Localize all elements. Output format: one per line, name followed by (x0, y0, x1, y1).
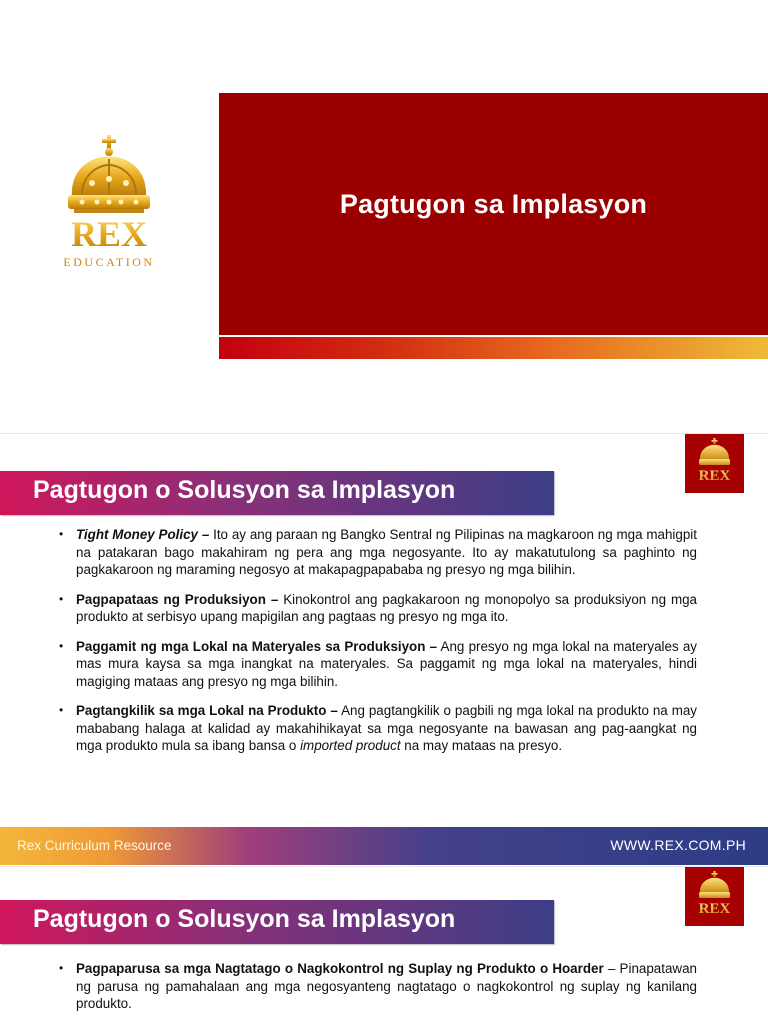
rex-logo-small (685, 434, 744, 493)
title-slide (0, 0, 768, 432)
svg-text:EDUCATION: EDUCATION (63, 255, 155, 269)
crown-icon (685, 434, 744, 493)
bullet-dot-icon: • (59, 703, 64, 717)
footer-label: Rex Curriculum Resource (17, 838, 172, 853)
list-item (59, 702, 697, 755)
content-slide-2 (0, 866, 768, 1025)
bullet-dot-icon: • (59, 961, 64, 975)
list-item (59, 960, 697, 1013)
svg-text:REX: REX (70, 214, 148, 254)
section-heading: Pagtugon o Solusyon sa Implasyon (33, 476, 456, 504)
bullet-dot-icon: • (59, 591, 64, 606)
bullet-term: Tight Money Policy – (76, 527, 210, 542)
bullet-dot-icon: • (59, 527, 64, 541)
crown-icon (52, 135, 166, 270)
svg-text:REX: REX (698, 901, 731, 917)
bullet-text: Kinokontrol ang pagkakaroon ng monopolyo sa produksiyon ng mga produkto at serbisyo upang mapigilan ang pagtaas ng presyo ng mga ito. (76, 591, 697, 624)
svg-text:REX: REX (698, 468, 731, 484)
bullet-text: – Pinapatawan ng parusa ng pamahalaan ang mga negosyanteng nagtatago o nagkokontrol ng suplay ng kanilang produkto. (76, 961, 697, 1011)
list-item (59, 638, 697, 691)
bullet-text-tail: na may mataas na presyo. (400, 738, 563, 753)
bullet-list (59, 960, 697, 1025)
bullet-term: Paggamit ng mga Lokal na Materyales sa Produksiyon – (76, 638, 438, 654)
footer-website: WWW.REX.COM.PH (610, 837, 746, 853)
section-heading-banner (0, 900, 554, 944)
content-slide-1 (0, 433, 768, 866)
section-heading-banner (0, 471, 554, 515)
bullet-text: Ang pagtangkilik o pagbili ng mga lokal na produkto na may mababang halaga at kalidad ay makahihikayat sa mga negosyante na bawasan ang pag-aangkat ng mga produkto mula sa ibang bansa o (76, 703, 697, 753)
slide-title: Pagtugon sa Implasyon (339, 189, 648, 219)
bullet-list (59, 526, 697, 767)
bullet-dot-icon: • (59, 638, 64, 653)
title-panel (219, 93, 768, 335)
slide-footer (0, 827, 768, 865)
list-item (59, 591, 697, 626)
list-item (59, 526, 697, 579)
section-heading: Pagtugon o Solusyon sa Implasyon (33, 905, 456, 933)
rex-logo-small (685, 867, 744, 926)
title-gradient-bar (219, 337, 768, 359)
bullet-text: Ito ay ang paraan ng Bangko Sentral ng Pilipinas na magkaroon ng mga mahigpit na patakaran bago makahiram ng pera ang mga negosyante. Ito ay makatutulong sa paghinto ng pagkakaroon ng maraming negosyo at makapagpapababa ng presyo ng mga bilihin. (76, 527, 697, 577)
rex-education-logo (52, 135, 166, 270)
bullet-text: Ang presyo ng mga lokal na materyales ay mas mura kaysa sa mga inangkat na materyales. Sa paggamit ng mga lokal na materyales, hindi magiging mataas ang presyo ng mga bilihin. (76, 638, 697, 689)
bullet-term: Pagtangkilik sa mga Lokal na Produkto – (76, 703, 338, 718)
bullet-term: Pagpapataas ng Produksiyon – (76, 591, 279, 607)
bullet-italic-text: imported product (300, 738, 401, 753)
bullet-term: Pagpaparusa sa mga Nagtatago o Nagkokontrol ng Suplay ng Produkto o Hoarder (76, 961, 604, 976)
crown-icon (685, 867, 744, 926)
